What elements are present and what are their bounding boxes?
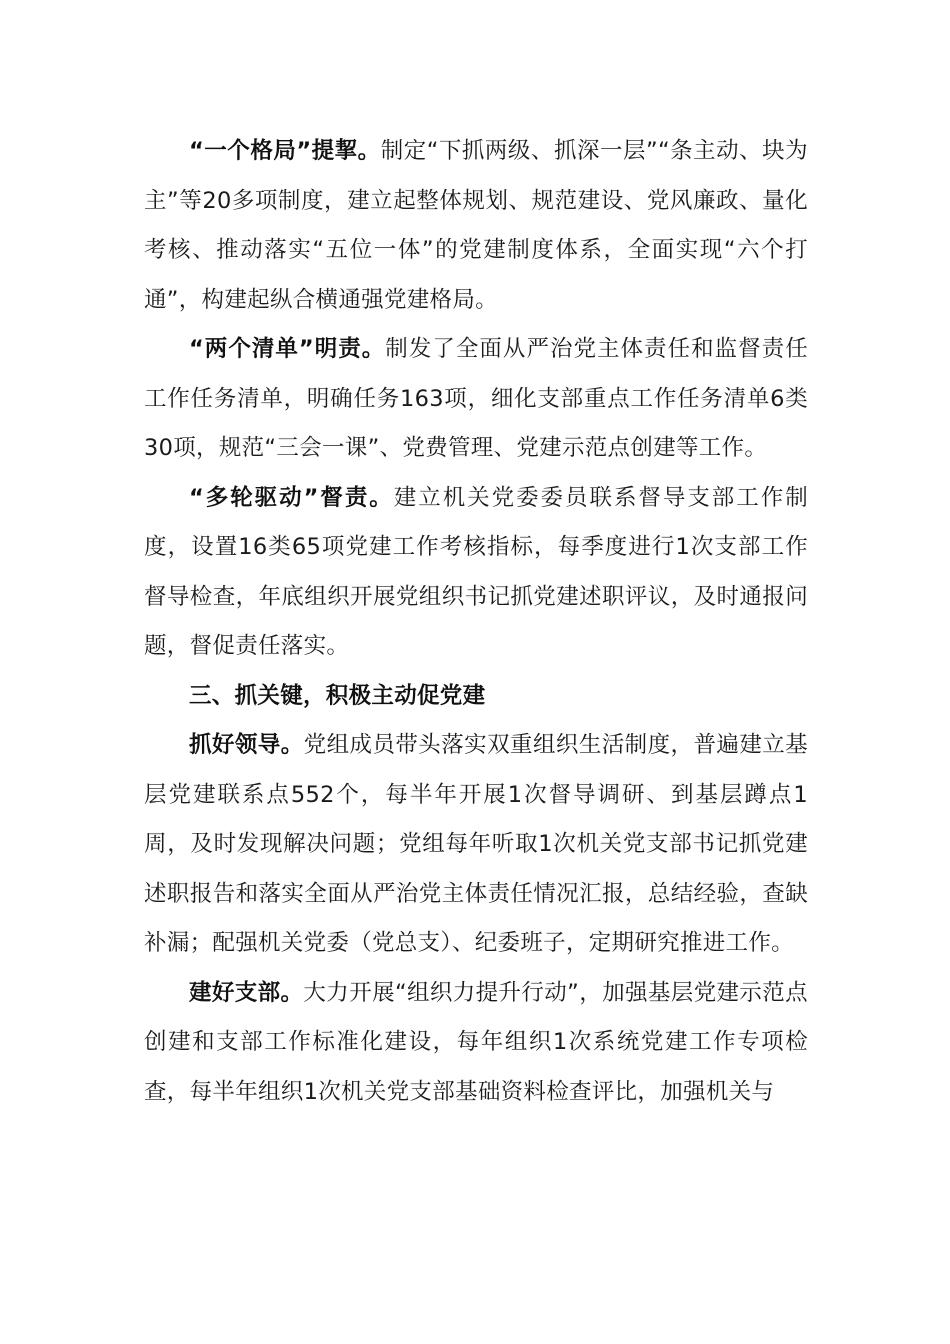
paragraph-text: 大力开展“组织力提升行动”，加强基层党建示范点创建和支部工作标准化建设，每年组织1次系统党建工作专项检查，每半年组织1次机关党支部基础资料检查评比，加强机关与 (144, 979, 808, 1105)
paragraph-multi-drive (144, 474, 808, 672)
paragraph-lead: 建好支部。 (189, 979, 304, 1006)
paragraph-text: 建立机关党委委员联系督导支部工作制度，设置16类65项党建工作考核指标，每季度进行1次支部工作督导检查，年底组织开展党组织书记抓党建述职评议，及时通报问题，督促责任落实。 (144, 484, 808, 659)
paragraph-text: 制发了全面从严治党主体责任和监督责任工作任务清单，明确任务163项，细化支部重点工作任务清单6类30项，规范“三会一课”、党费管理、党建示范点创建等工作。 (144, 336, 808, 461)
document-body (144, 127, 808, 1117)
paragraph-lead: 抓好领导。 (189, 732, 304, 758)
paragraph-lead: “多轮驱动”督责。 (189, 484, 394, 511)
paragraph-text: 制定“下抓两级、抓深一层”“条主动、块为主”等20多项制度，建立起整体规划、规范建设、党风廉政、量化考核、推动落实“五位一体”的党建制度体系，全面实现“六个打通”，构建起纵合横通强党建格局。 (144, 138, 808, 313)
paragraph-text: 党组成员带头落实双重组织生活制度，普遍建立基层党建联系点552个，每半年开展1次督导调研、到基层蹲点1周，及时发现解决问题；党组每年听取1次机关党支部书记抓党建述职报告和落实全面从严治党主体责任情况汇报，总结经验，查缺补漏；配强机关党委（党总支）、纪委班子，定期研究推进工作。 (144, 732, 808, 956)
paragraph-branches (144, 969, 808, 1118)
paragraph-two-lists (144, 325, 808, 474)
paragraph-one-pattern (144, 127, 808, 325)
section-heading: 三、抓关键，积极主动促党建 (189, 682, 486, 709)
paragraph-lead: “两个清单”明责。 (189, 336, 386, 362)
paragraph-leadership (144, 721, 808, 969)
paragraph-lead: “一个格局”提挈。 (189, 138, 381, 164)
